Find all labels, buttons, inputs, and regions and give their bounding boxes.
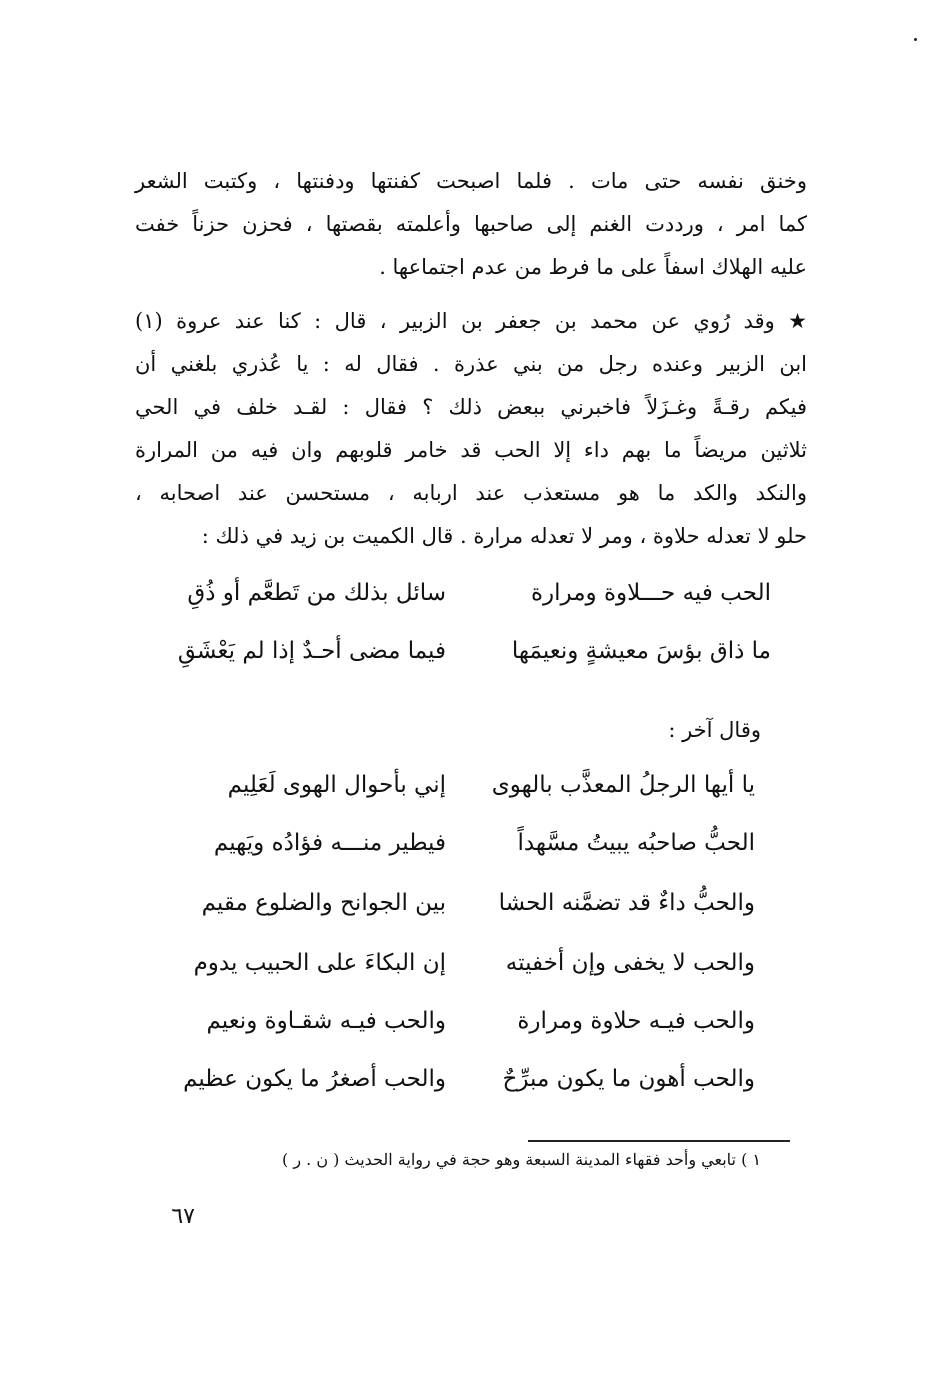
paragraph-line: حلو لا تعدله حلاوة ، ومر لا تعدله مرارة . قال الكميت بن زيد في ذلك : (201, 524, 807, 548)
poem2-hemistich-second: إن البكاءَ على الحبيب يدوم (193, 950, 446, 976)
page-number: ٦٧ (171, 1204, 195, 1229)
paragraph-line: فيكم رقـةً وغـزَلاً فاخبرني ببعض ذلك ؟ فقال : لقـد خلف في الحي (135, 395, 807, 419)
paragraph-line: عليه الهلاك اسفاً على ما فرط من عدم اجتماعها . (379, 255, 807, 279)
poem2-hemistich-second: والحب فيـه شقـاوة ونعيم (206, 1008, 446, 1034)
poem2-hemistich-first: والحب لا يخفى وإن أخفيته (505, 950, 755, 976)
paragraph-line: ابن الزبير وعنده رجل من بني عذرة . فقال له : يا عُذري بلغني أن (135, 352, 807, 376)
poem2-hemistich-second: والحب أصغرُ ما يكون عظيم (183, 1066, 446, 1092)
paragraph-line: والنكد والكد ما هو مستعذب عند اربابه ، مستحسن عند اصحابه ، (135, 481, 807, 505)
paragraph-2 (135, 300, 807, 558)
paragraph-line: ★ وقد رُوي عن محمد بن جعفر بن الزبير ، قال : كنا عند عروة (١) (135, 309, 807, 333)
speck-mark (914, 38, 917, 41)
poem2-intro: وقال آخر : (668, 718, 761, 742)
poem2-hemistich-second: إني بأحوال الهوى لَعَلِيم (227, 772, 446, 798)
footnote-divider (528, 1140, 790, 1142)
poem1-hemistich-second: فيما مضى أحـدٌ إذا لم يَعْشَقِ (177, 638, 446, 664)
poem1-hemistich-second: سائل بذلك من تَطعَّم أو ذُقِ (187, 580, 446, 606)
poem1-hemistich-first: ما ذاق بؤسَ معيشةٍ ونعيمَها (511, 638, 771, 664)
poem2-hemistich-first: والحب فيـه حلاوة ومرارة (517, 1008, 755, 1034)
poem2-hemistich-first: والحبُّ داءٌ قد تضمَّنه الحشا (498, 890, 755, 916)
paragraph-line: وخنق نفسه حتى مات . فلما اصبحت كفنتها ودفنتها ، وكتبت الشعر (135, 169, 807, 193)
paragraph-line: كما امر ، ورددت الغنم إلى صاحبها وأعلمته بقصتها ، فحزن حزناً خفت (135, 212, 807, 236)
poem2-hemistich-second: فيطير منـــه فؤادُه ويَهيم (213, 830, 446, 856)
paragraph-line: ثلاثين مريضاً ما بهم داء إلا الحب قد خامر قلوبهم وان فيه من المرارة (135, 438, 807, 462)
poem2-hemistich-first: والحب أهون ما يكون مبرِّحٌ (502, 1066, 755, 1092)
poem2-hemistich-first: يا أيها الرجلُ المعذَّب بالهوى (491, 772, 755, 798)
footnote: ١ ) تابعي وأحد فقهاء المدينة السبعة وهو حجة في رواية الحديث ( ن . ر ) (282, 1150, 761, 1169)
paragraph-1 (135, 160, 807, 289)
poem1-hemistich-first: الحب فيه حـــلاوة ومرارة (530, 580, 771, 606)
poem2-hemistich-second: بين الجوانح والضلوع مقيم (201, 890, 446, 916)
poem2-hemistich-first: الحبُّ صاحبُه يبيتُ مسَّهداً (517, 830, 755, 856)
